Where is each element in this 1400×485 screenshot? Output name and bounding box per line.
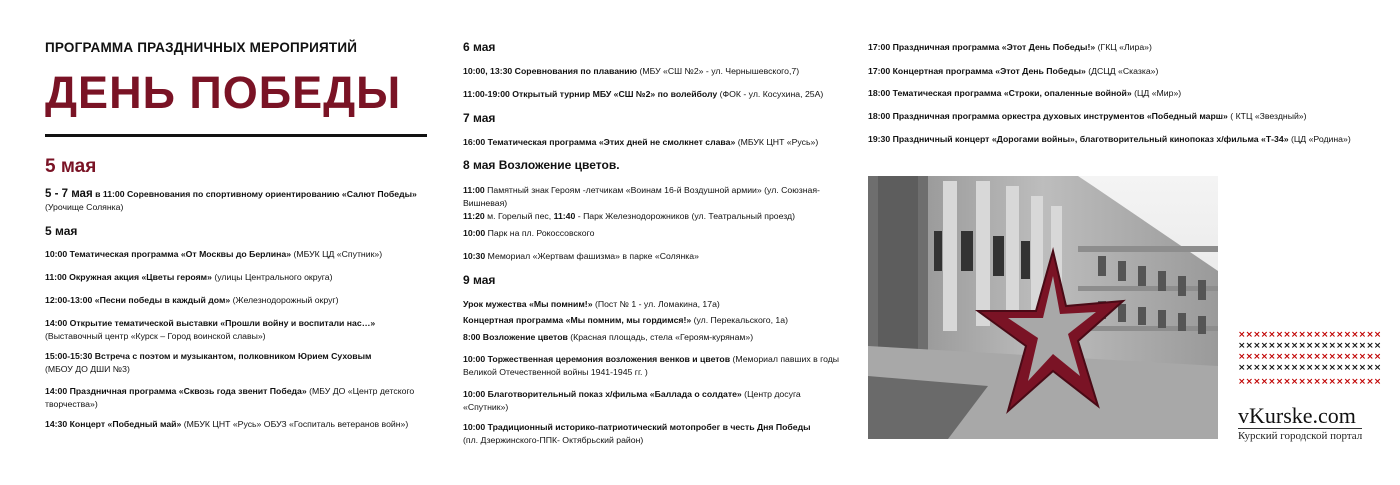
- event-item: 19:30 Праздничный концерт «Дорогами войны», благотворительный кинопоказ х/фильма «Т-34» (ЦД «Родина»): [868, 134, 1351, 144]
- event-item: 14:00 Открытие тематической выставки «Прошли войну и воспитали нас…» (Выставочный центр «Курск – Город воинской славы»): [45, 318, 376, 341]
- section-heading: 5 мая: [45, 224, 78, 238]
- event-item: 10:00, 13:30 Соревнования по плаванию (МБУ «СШ №2» - ул. Чернышевского,7): [463, 66, 800, 76]
- svg-text:×××××××××××××××××××: ×××××××××××××××××××: [1238, 363, 1382, 373]
- event-item: 14:00 Праздничная программа «Сквозь года звенит Победа» (МБУ ДО «Центр детского творчества»): [45, 386, 415, 409]
- event-item: 18:00 Праздничная программа оркестра духовых инструментов «Победный марш» ( КТЦ «Звездный»): [868, 111, 1307, 121]
- svg-text:×××××××××××××××××××: ×××××××××××××××××××: [1238, 330, 1382, 340]
- section-heading: 6 мая: [463, 40, 496, 54]
- event-item: 8:00 Возложение цветов (Красная площадь, стела «Героям-курянам»): [463, 332, 754, 342]
- event-item: 10:00 Тематическая программа «От Москвы до Берлина» (МБУК ЦД «Спутник»): [45, 249, 383, 259]
- event-item: 11:00 Окружная акция «Цветы героям» (улицы Центрального округа): [45, 272, 333, 282]
- event-item: Концертная программа «Мы помним, мы гордимся!» (ул. Перекальского, 1а): [463, 315, 788, 325]
- event-item: 10:00 Торжественная церемония возложения венков и цветов (Мемориал павших в годы Великой Отечественной войны 1941-1945 гг. ): [463, 354, 840, 377]
- section-heading: 7 мая: [463, 111, 496, 125]
- event-item: Урок мужества «Мы помним!» (Пост № 1 - ул. Ломакина, 17а): [463, 299, 720, 309]
- victory-star-monument-photo: [868, 176, 1218, 439]
- program-subtitle: ПРОГРАММА ПРАЗДНИЧНЫХ МЕРОПРИЯТИЙ: [45, 40, 358, 55]
- event-item: 17:00 Концертная программа «Этот День Победы» (ДСЦД «Сказка»): [868, 66, 1159, 76]
- site-name: vKurske.com: [1238, 403, 1356, 428]
- section-heading: 9 мая: [463, 273, 496, 287]
- event-item: 15:00-15:30 Встреча с поэтом и музыкантом, полковником Юрием Суховым (МБОУ ДО ДШИ №3): [45, 351, 372, 374]
- event-item: 14:30 Концерт «Победный май» (МБУК ЦНТ «Русь» ОБУЗ «Госпиталь ветеранов войн»): [45, 419, 409, 429]
- event-item: 17:00 Праздничная программа «Этот День Победы!» (ГКЦ «Лира»): [868, 42, 1152, 52]
- event-item: 12:00-13:00 «Песни победы в каждый дом» (Железнодорожный округ): [45, 295, 339, 305]
- event-item: 11:00 Памятный знак Героям -летчикам «Воинам 16-й Воздушной армии» (ул. Союзная-Вишневая): [463, 185, 820, 208]
- event-item: 11:20 м. Горелый пес, 11:40 - Парк Железнодорожников (ул. Театральный проезд): [463, 211, 796, 221]
- title-divider: [45, 134, 427, 137]
- svg-text:×××××××××××××××××××: ×××××××××××××××××××: [1238, 341, 1382, 351]
- svg-text:×××××××××××××××××××: ×××××××××××××××××××: [1238, 352, 1382, 362]
- event-item: 10:00 Благотворительный показ х/фильма «Баллада о солдате» (Центр досуга «Спутник»): [463, 389, 801, 412]
- section-heading: 8 мая Возложение цветов.: [463, 158, 620, 172]
- event-item: 16:00 Тематическая программа «Этих дней не смолкнет слава» (МБУК ЦНТ «Русь»): [463, 137, 819, 147]
- ornament-pattern-icon: [1238, 328, 1388, 388]
- site-tagline: Курский городской портал: [1238, 430, 1363, 442]
- event-item: 11:00-19:00 Открытый турнир МБУ «СШ №2» по волейболу (ФОК - ул. Косухина, 25А): [463, 89, 824, 99]
- event-item: 10:00 Парк на пл. Рокоссовского: [463, 228, 595, 238]
- day-heading-may-5: 5 мая: [45, 156, 97, 177]
- event-item: 18:00 Тематическая программа «Строки, опаленные войной» (ЦД «Мир»): [868, 88, 1182, 98]
- page-title: ДЕНЬ ПОБЕДЫ: [45, 67, 402, 118]
- svg-text:×××××××××××××××××××: ×××××××××××××××××××: [1238, 377, 1382, 387]
- event-item: 10:00 Традиционный историко-патриотический мотопробег в честь Дня Победы (пл. Дзержинского-ППК- Октябрьский район): [463, 422, 811, 445]
- event-item: 10:30 Мемориал «Жертвам фашизма» в парке «Солянка»: [463, 251, 699, 261]
- event-item: 5 - 7 мая в 11:00 Соревнования по спортивному ориентированию «Салют Победы» (Урочище Солянка): [45, 188, 417, 212]
